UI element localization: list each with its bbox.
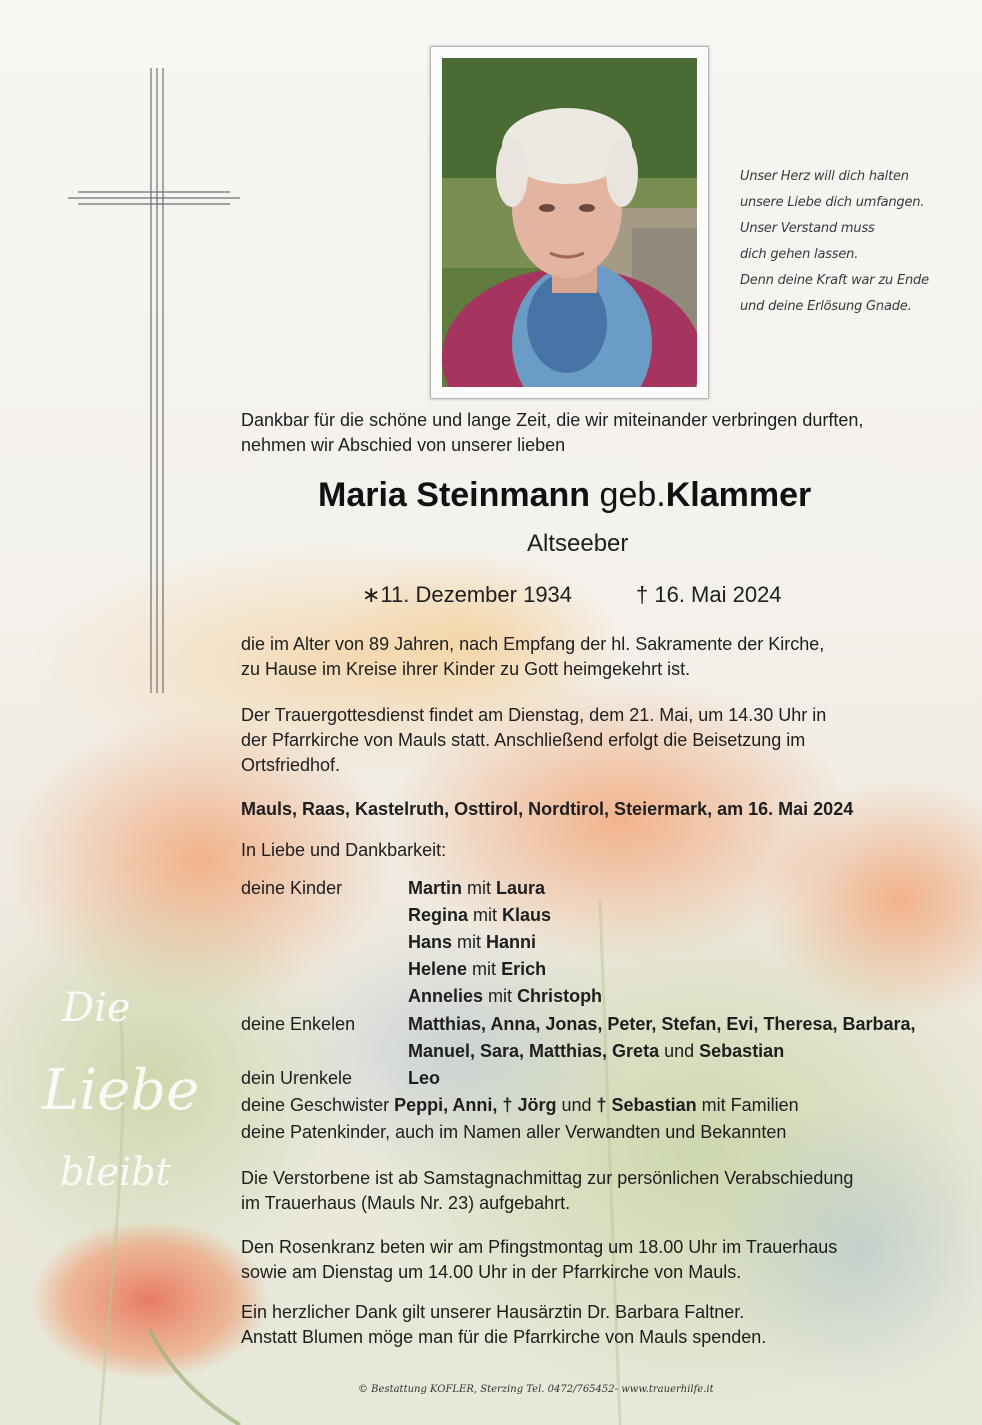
enkel-label: deine Enkelen [241, 1014, 356, 1034]
partner-name: Klaus [502, 905, 552, 925]
funeral-line-3: Ortsfriedhof. [241, 755, 341, 775]
kind-name: Hans [408, 932, 453, 952]
urenkel-name: Leo [408, 1068, 441, 1088]
dank-line-1: Ein herzlicher Dank gilt unserer Hausärztin Dr. Barbara Faltner. [241, 1302, 745, 1322]
mit-label: mit [488, 986, 513, 1006]
birth-date: ∗11. Dezember 1934 [362, 582, 573, 607]
love-line: In Liebe und Dankbarkeit: [241, 840, 447, 860]
enkel-name-last: Sebastian [699, 1041, 785, 1061]
places-date-line: Mauls, Raas, Kastelruth, Osttirol, Nordtirol, Steiermark, am 16. Mai 2024 [241, 799, 854, 819]
mit-label: mit [467, 878, 492, 898]
mit-label: mit [472, 959, 497, 979]
portrait-photo-frame [430, 46, 709, 399]
deceased-alias: Altseeber [527, 530, 629, 557]
kinder-entry [408, 932, 536, 953]
deceased-name [318, 474, 811, 516]
kind-name: Annelies [408, 986, 484, 1006]
geschwister-names: Peppi, Anni, † Jörg [394, 1095, 557, 1115]
death-date: † 16. Mai 2024 [636, 582, 782, 607]
poem [740, 164, 929, 320]
enkel-line-2 [408, 1041, 784, 1062]
geschwister-tail: mit Familien [701, 1095, 799, 1115]
deceased-first-name: Maria Steinmann [318, 476, 591, 514]
kinder-entry [408, 878, 545, 899]
kinder-entry [408, 905, 551, 926]
partner-name: Hanni [486, 932, 537, 952]
aufbahrung-line-1: Die Verstorbene ist ab Samstagnachmittag zur persönlichen Verabschiedung [241, 1168, 854, 1188]
kind-name: Helene [408, 959, 468, 979]
footer-credit: © Bestattung KOFLER, Sterzing Tel. 0472/765452- www.trauerhilfe.it [358, 1384, 714, 1395]
watermark-liebe: Liebe [42, 1058, 200, 1123]
intro-line-2: nehmen wir Abschied von unserer lieben [241, 435, 566, 455]
kind-name: Regina [408, 905, 469, 925]
enkel-names: Manuel, Sara, Matthias, Greta [408, 1041, 660, 1061]
intro-line-1: Dankbar für die schöne und lange Zeit, die wir miteinander verbringen durften, [241, 410, 864, 430]
poem-line: Denn deine Kraft war zu Ende [740, 273, 929, 288]
urenkel-label: dein Urenkele [241, 1068, 353, 1088]
geb-label: geb. [599, 476, 666, 514]
und-label: und [561, 1095, 592, 1115]
kinder-entry [408, 959, 546, 980]
kinder-entry [408, 986, 602, 1007]
geschwister-label: deine Geschwister [241, 1095, 390, 1115]
rosenkranz-line-1: Den Rosenkranz beten wir am Pfingstmontag um 18.00 Uhr im Trauerhaus [241, 1237, 838, 1257]
geschwister-name-last: † Sebastian [596, 1095, 697, 1115]
watermark-die: Die [62, 985, 131, 1031]
paten-line: deine Patenkinder, auch im Namen aller Verwandten und Bekannten [241, 1122, 787, 1142]
funeral-line-2: der Pfarrkirche von Mauls statt. Anschließend erfolgt die Beisetzung im [241, 730, 806, 750]
funeral-line-1: Der Trauergottesdienst findet am Dienstag, dem 21. Mai, um 14.30 Uhr in [241, 705, 827, 725]
deceased-maiden-name: Klammer [665, 476, 812, 514]
rosenkranz-line-2: sowie am Dienstag um 14.00 Uhr in der Pfarrkirche von Mauls. [241, 1262, 742, 1282]
age-line-2: zu Hause im Kreise ihrer Kinder zu Gott heimgekehrt ist. [241, 659, 691, 679]
poem-line: unsere Liebe dich umfangen. [740, 195, 925, 210]
poem-line: und deine Erlösung Gnade. [740, 299, 912, 314]
mit-label: mit [473, 905, 498, 925]
poem-line: dich gehen lassen. [740, 247, 859, 262]
aufbahrung-line-2: im Trauerhaus (Mauls Nr. 23) aufgebahrt. [241, 1193, 571, 1213]
und-label: und [664, 1041, 695, 1061]
cross-icon [60, 68, 240, 693]
dank-line-2: Anstatt Blumen möge man für die Pfarrkirche von Mauls spenden. [241, 1327, 767, 1347]
kinder-label: deine Kinder [241, 878, 343, 898]
partner-name: Christoph [517, 986, 603, 1006]
poem-line: Unser Verstand muss [740, 221, 875, 236]
enkel-line-1: Matthias, Anna, Jonas, Peter, Stefan, Evi, Theresa, Barbara, [408, 1014, 916, 1034]
partner-name: Erich [501, 959, 547, 979]
portrait-photo [442, 58, 697, 387]
geschwister-line [241, 1095, 799, 1116]
partner-name: Laura [496, 878, 546, 898]
kind-name: Martin [408, 878, 462, 898]
watermark-bleibt: bleibt [60, 1150, 171, 1194]
age-line-1: die im Alter von 89 Jahren, nach Empfang der hl. Sakramente der Kirche, [241, 634, 825, 654]
poem-line: Unser Herz will dich halten [740, 169, 909, 184]
mit-label: mit [457, 932, 482, 952]
